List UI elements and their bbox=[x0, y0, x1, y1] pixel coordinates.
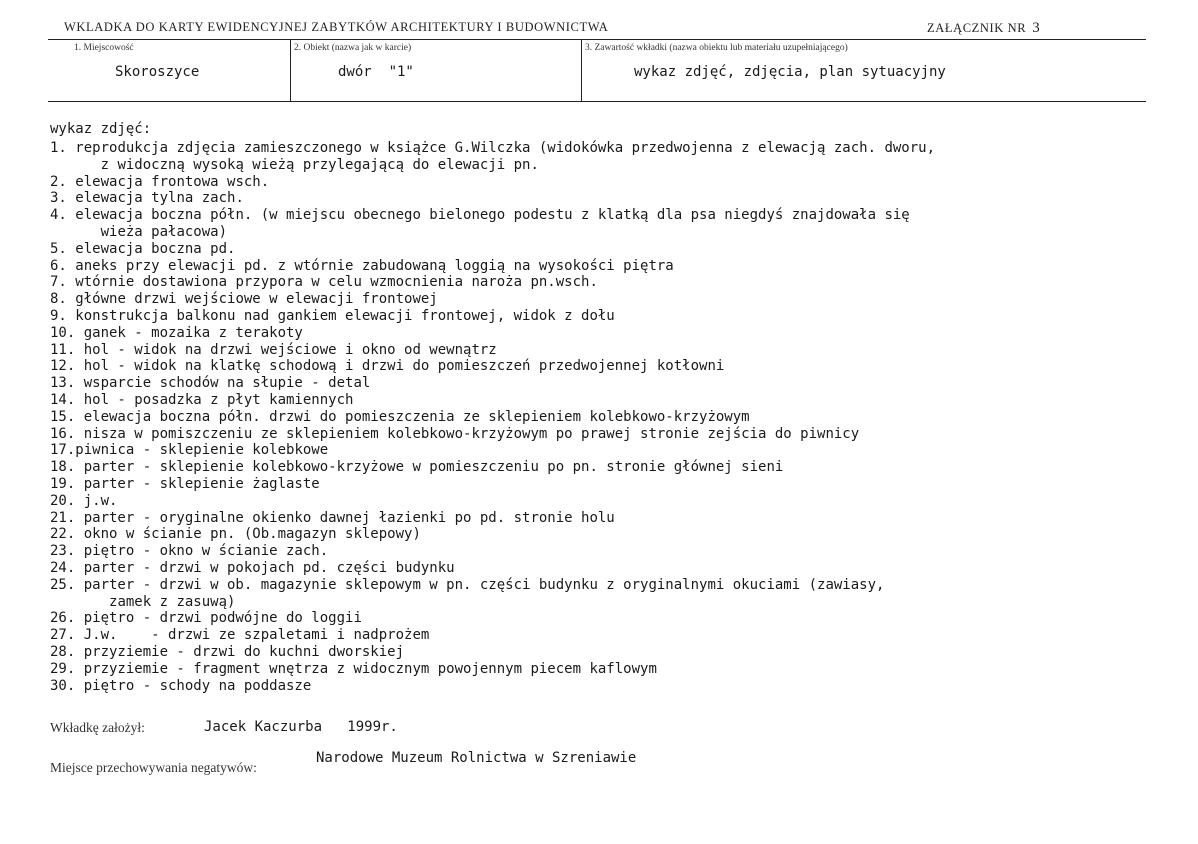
list-item bbox=[50, 476, 1160, 493]
list-item-number: 5. bbox=[50, 240, 76, 257]
list-item bbox=[50, 526, 1160, 543]
list-item bbox=[50, 241, 1160, 258]
list-item-number: 4. bbox=[50, 207, 76, 224]
table-top-rule bbox=[48, 39, 1146, 40]
list-item-text: okno w ścianie pn. (Ob.magazyn sklepowy) bbox=[83, 526, 421, 543]
table-divider-2 bbox=[581, 39, 582, 101]
list-item-text: hol - widok na drzwi wejściowe i okno od wewnątrz bbox=[83, 341, 497, 358]
list-item bbox=[50, 342, 1160, 359]
list-item-text: przyziemie - fragment wnętrza z widocznym powojennym piecem kaflowym bbox=[83, 660, 657, 677]
list-item-text: nisza w pomiszczeniu ze sklepieniem kolebkowo-krzyżowym po prawej stronie zejścia do piwnicy bbox=[83, 425, 860, 442]
list-item bbox=[50, 207, 1160, 241]
field-locality-label: 1. Miejscowość bbox=[74, 43, 134, 53]
list-item-number: 29. bbox=[50, 660, 84, 677]
list-item-text: elewacja boczna półn. (w miejscu obecnego bielonego podestu z klatką dla psa niegdyś znajdowała się wieża pałacowa) bbox=[75, 207, 910, 240]
list-item-number: 11. bbox=[50, 341, 84, 358]
list-item-text: wtórnie dostawiona przypora w celu wzmocnienia naroża pn.wsch. bbox=[75, 274, 598, 291]
photo-list-heading: wykaz zdjęć: bbox=[50, 121, 152, 137]
list-item bbox=[50, 291, 1160, 308]
list-item-text: parter - drzwi w pokojach pd. części budynku bbox=[83, 559, 455, 576]
field-content-value: wykaz zdjęć, zdjęcia, plan sytuacyjny bbox=[634, 64, 946, 80]
list-item bbox=[50, 140, 1160, 174]
list-item bbox=[50, 493, 1160, 510]
list-item bbox=[50, 510, 1160, 527]
list-item-text: elewacja boczna półn. drzwi do pomieszczenia ze sklepieniem kolebkowo-krzyżowym bbox=[83, 408, 750, 425]
list-item-number: 14. bbox=[50, 391, 84, 408]
list-item-text: aneks przy elewacji pd. z wtórnie zabudowaną loggią na wysokości piętra bbox=[75, 257, 674, 274]
list-item-text: ganek - mozaika z terakoty bbox=[83, 324, 303, 341]
list-item-number: 21. bbox=[50, 509, 84, 526]
list-item bbox=[50, 190, 1160, 207]
annex-label bbox=[927, 20, 1040, 37]
list-item-number: 18. bbox=[50, 459, 84, 476]
list-item-number: 28. bbox=[50, 643, 84, 660]
list-item bbox=[50, 577, 1160, 611]
list-item bbox=[50, 459, 1160, 476]
list-item-text: hol - widok na klatkę schodową i drzwi do pomieszczeń przedwojennej kotłowni bbox=[83, 358, 725, 375]
list-item-text: przyziemie - drzwi do kuchni dworskiej bbox=[83, 643, 405, 660]
list-item-number: 10. bbox=[50, 324, 84, 341]
table-divider-1 bbox=[290, 39, 291, 101]
list-item-number: 12. bbox=[50, 358, 84, 375]
list-item-number: 8. bbox=[50, 291, 76, 308]
list-item-number: 2. bbox=[50, 173, 76, 190]
list-item-number: 25. bbox=[50, 576, 84, 593]
list-item bbox=[50, 644, 1160, 661]
list-item-text: piętro - okno w ścianie zach. bbox=[83, 543, 329, 560]
field-object-label: 2. Obiekt (nazwa jak w karcie) bbox=[294, 43, 412, 53]
list-item-number: 16. bbox=[50, 425, 84, 442]
list-item bbox=[50, 274, 1160, 291]
list-item-number: 26. bbox=[50, 610, 84, 627]
list-item-number: 13. bbox=[50, 375, 84, 392]
list-item bbox=[50, 392, 1160, 409]
list-item-number: 7. bbox=[50, 274, 76, 291]
list-item-number: 23. bbox=[50, 543, 84, 560]
list-item-text: hol - posadzka z płyt kamiennych bbox=[83, 391, 354, 408]
author-label: Wkładkę założył: bbox=[50, 720, 145, 735]
list-item-text: piwnica - sklepienie kolebkowe bbox=[75, 442, 329, 459]
field-object-value: dwór "1" bbox=[338, 64, 414, 80]
list-item-number: 9. bbox=[50, 307, 76, 324]
list-item-number: 17. bbox=[50, 442, 76, 459]
list-item-text: wsparcie schodów na słupie - detal bbox=[83, 375, 371, 392]
list-item-text: piętro - drzwi podwójne do loggii bbox=[83, 610, 362, 627]
list-item-text: główne drzwi wejściowe w elewacji frontowej bbox=[75, 291, 438, 308]
list-item bbox=[50, 543, 1160, 560]
list-item-text: parter - oryginalne okienko dawnej łazienki po pd. stronie holu bbox=[83, 509, 615, 526]
list-item bbox=[50, 560, 1160, 577]
table-bottom-rule bbox=[48, 101, 1146, 102]
list-item bbox=[50, 258, 1160, 275]
annex-number: 3 bbox=[1032, 20, 1041, 36]
field-locality-value: Skoroszyce bbox=[115, 64, 200, 80]
list-item-number: 30. bbox=[50, 677, 84, 694]
list-item-number: 1. bbox=[50, 140, 76, 156]
list-item-text: elewacja tylna zach. bbox=[75, 190, 244, 207]
list-item bbox=[50, 358, 1160, 375]
list-item-text: konstrukcja balkonu nad gankiem elewacji frontowej, widok z dołu bbox=[75, 307, 615, 324]
author-value: Jacek Kaczurba 1999r. bbox=[204, 719, 398, 735]
list-item bbox=[50, 325, 1160, 342]
list-item-number: 27. bbox=[50, 627, 84, 644]
list-item bbox=[50, 426, 1160, 443]
list-item bbox=[50, 678, 1160, 695]
list-item-number: 19. bbox=[50, 475, 84, 492]
list-item-text: elewacja frontowa wsch. bbox=[75, 173, 270, 190]
list-item bbox=[50, 409, 1160, 426]
annex-label-text: ZAŁĄCZNIK NR bbox=[927, 21, 1027, 35]
list-item bbox=[50, 308, 1160, 325]
list-item-number: 24. bbox=[50, 559, 84, 576]
list-item-number: 15. bbox=[50, 408, 84, 425]
list-item bbox=[50, 442, 1160, 459]
list-item-text: piętro - schody na poddasze bbox=[83, 677, 312, 694]
list-item-number: 20. bbox=[50, 492, 84, 509]
list-item bbox=[50, 661, 1160, 678]
list-item-text: j.w. bbox=[83, 492, 118, 509]
list-item-number: 22. bbox=[50, 526, 84, 543]
list-item bbox=[50, 174, 1160, 191]
storage-label: Miejsce przechowywania negatywów: bbox=[50, 760, 257, 775]
field-content-label: 3. Zawartość wkładki (nazwa obiektu lub materiału uzupełniającego) bbox=[585, 43, 848, 53]
list-item-text: parter - drzwi w ob. magazynie sklepowym w pn. części budynku z oryginalnymi okuciami (zawiasy, zamek z zasuwą) bbox=[83, 576, 885, 610]
photo-list bbox=[50, 140, 1160, 694]
list-item-text: parter - sklepienie kolebkowo-krzyżowe w pomieszczeniu po pn. stronie głównej sieni bbox=[83, 459, 784, 476]
list-item-text: elewacja boczna pd. bbox=[75, 240, 236, 257]
storage-value: Narodowe Muzeum Rolnictwa w Szreniawie bbox=[316, 750, 637, 766]
list-item bbox=[50, 375, 1160, 392]
list-item bbox=[50, 627, 1160, 644]
list-item-text: parter - sklepienie żaglaste bbox=[83, 475, 320, 492]
list-item bbox=[50, 610, 1160, 627]
list-item-number: 3. bbox=[50, 190, 76, 207]
list-item-text: reprodukcja zdjęcia zamieszczonego w książce G.Wilczka (widokówka przedwojenna z elewacją zach. dworu, z widoczną wysoką wieżą przylegającą do elewacji pn. bbox=[75, 140, 936, 173]
list-item-number: 6. bbox=[50, 257, 76, 274]
form-title: WKLADKA DO KARTY EWIDENCYJNEJ ZABYTKÓW ARCHITEKTURY I BUDOWNICTWA bbox=[64, 20, 609, 34]
list-item-text: J.w. - drzwi ze szpaletami i nadprożem bbox=[83, 627, 430, 644]
